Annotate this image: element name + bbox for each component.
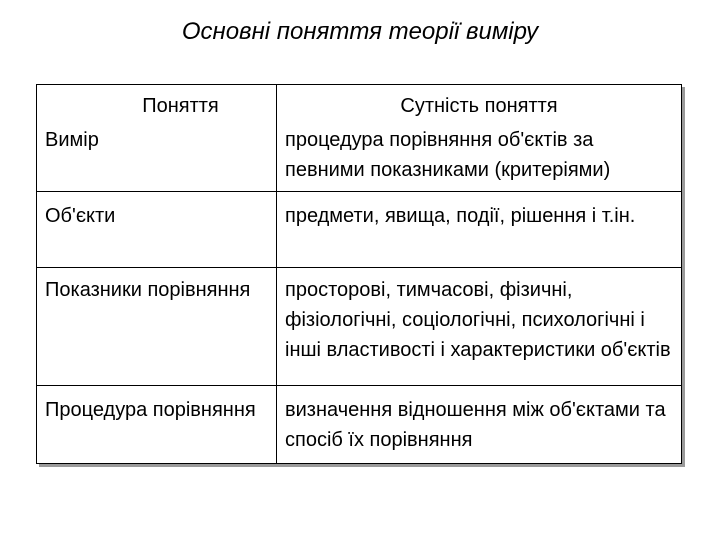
concepts-table (36, 84, 682, 464)
definition-cell-comparison-procedure: визначення відношення між об'єктами та спосіб їх порівняння (285, 399, 666, 451)
row-divider (37, 385, 681, 386)
definition-cell-comparison-indicators: просторові, тимчасові, фізичні, фізіологічні, соціологічні, психологічні і інші властивості і характеристики об'єктів (285, 279, 671, 361)
row-divider (37, 267, 681, 268)
term-cell-comparison-procedure: Процедура порівняння (45, 399, 256, 421)
definition-cell-measurement: процедура порівняння об'єктів за певними показниками (критеріями) (285, 129, 611, 181)
column-header-definition: Сутність поняття (400, 95, 558, 117)
definition-cell-objects: предмети, явища, події, рішення і т.ін. (285, 205, 636, 227)
column-divider (276, 85, 277, 463)
column-header-term: Поняття (142, 95, 219, 117)
row-divider (37, 191, 681, 192)
page-title: Основні поняття теорії виміру (181, 18, 539, 45)
term-cell-comparison-indicators: Показники порівняння (45, 279, 251, 301)
term-cell-objects: Об'єкти (45, 205, 116, 227)
term-cell-measurement: Вимір (45, 129, 99, 151)
